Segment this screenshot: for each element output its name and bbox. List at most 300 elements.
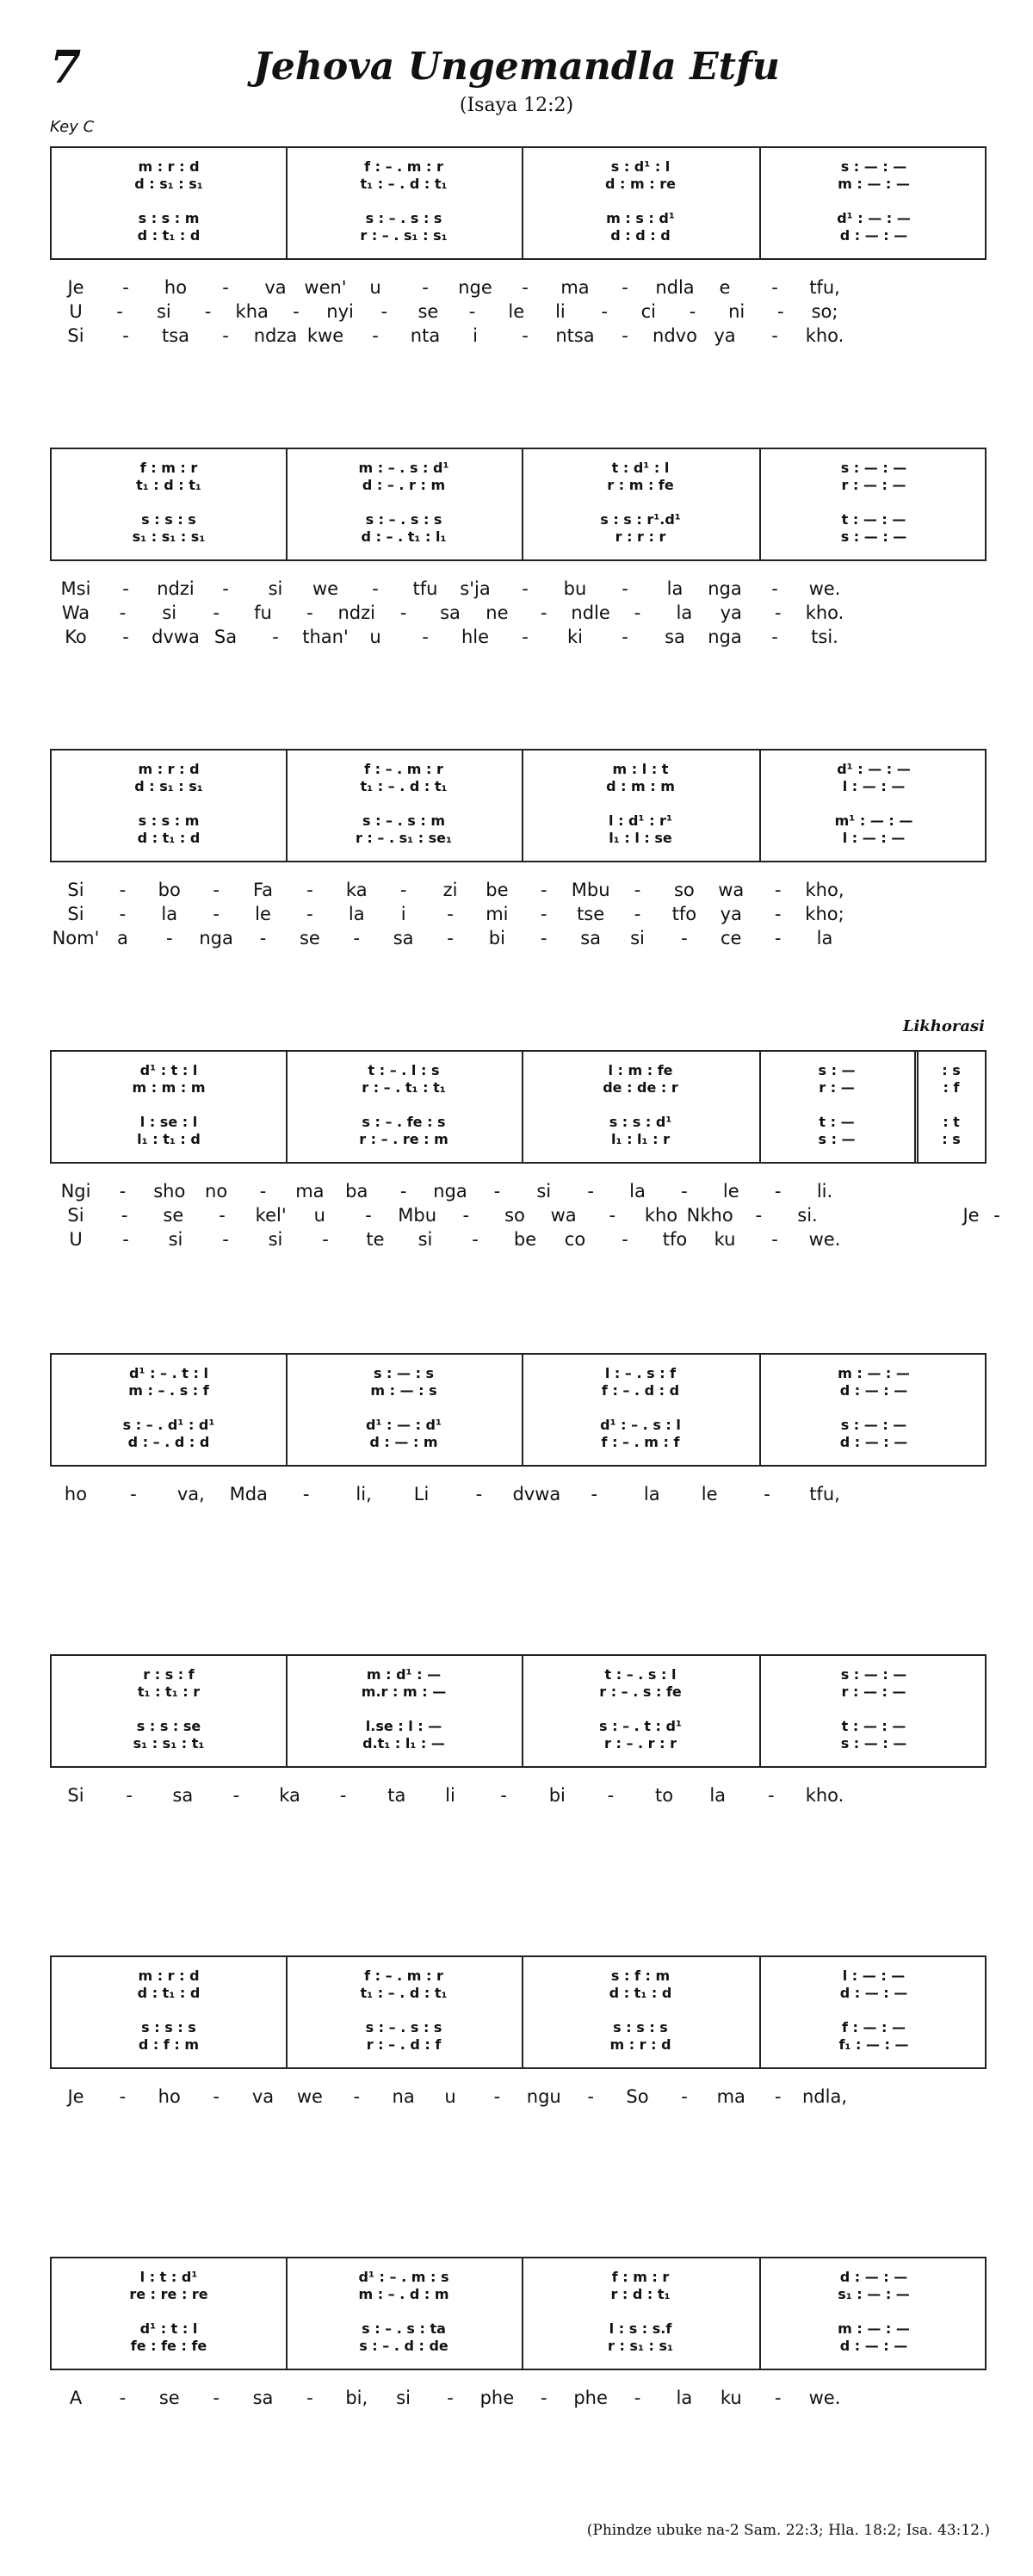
lyric-syllable: - [119, 904, 127, 924]
measure-notes: s : – . fe : s [362, 1114, 446, 1130]
measure-notes: f : – . d : d [601, 1382, 680, 1399]
lyric-syllable: Si [67, 1785, 84, 1806]
measure-notes: s : d¹ : l [610, 158, 671, 175]
measure-notes: m : m : m [132, 1079, 206, 1096]
lyric-syllable: ya [720, 602, 742, 623]
hymn-title: Jehova Ungemandla Etfu [253, 45, 780, 89]
measure-notes: m : — : — [838, 1365, 910, 1381]
voice-part-row [52, 1129, 985, 1150]
lyric-syllable: - [774, 1181, 782, 1202]
lyric-syllable: so [504, 1205, 525, 1226]
lyric-syllable: la [643, 1484, 660, 1504]
measure-notes: l : — : — [842, 778, 906, 794]
lyric-syllable: - [339, 1785, 347, 1806]
voice-part-row [52, 1983, 985, 2004]
music-system [50, 2257, 987, 2370]
lyrics-block [50, 1785, 987, 1809]
lyric-syllable: la [676, 602, 693, 623]
measure-notes: r : – . r : r [604, 1735, 677, 1751]
lyric-syllable: - [213, 904, 220, 924]
lyric-syllable: no [205, 1181, 228, 1202]
lyric-syllable: se [299, 928, 320, 948]
lyric-syllable: - [622, 578, 628, 599]
measure-notes: r : – . re : m [359, 1131, 448, 1147]
lyric-syllable: we. [808, 2388, 841, 2408]
measure-notes: l : t : d¹ [139, 2269, 198, 2285]
lyric-syllable: - [353, 2086, 361, 2107]
lyric-syllable: A [69, 2388, 83, 2408]
measure-notes: d¹ : – . t : l [129, 1365, 208, 1381]
lyric-syllable: sa [580, 928, 602, 948]
lyric-syllable: - [540, 904, 547, 924]
voice-part-row [52, 1733, 985, 1754]
lyric-syllable: ya [714, 325, 736, 346]
lyric-syllable: kho. [805, 1785, 844, 1806]
measure-notes: s : — [818, 1062, 856, 1078]
music-system [50, 1353, 987, 1467]
lyric-syllable: ho [164, 277, 188, 298]
measure-notes: r : s₁ : s₁ [607, 2338, 674, 2354]
lyric-line [50, 301, 987, 325]
lyric-syllable: sho [153, 1181, 186, 1202]
lyric-syllable: - [447, 928, 454, 948]
measure-notes: s₁ : s₁ : t₁ [133, 1735, 205, 1751]
lyric-syllable: nga [199, 928, 233, 948]
lyric-syllable: - [689, 301, 696, 322]
measure-notes: d : m : m [606, 778, 675, 794]
measure-notes: : f [943, 1079, 960, 1096]
lyric-syllable: kho. [805, 602, 844, 623]
lyric-syllable: ka [345, 880, 368, 900]
lyric-syllable: co [564, 1229, 586, 1250]
measure-notes: r : – . t₁ : t₁ [362, 1079, 446, 1096]
measure-notes: : s [942, 1131, 961, 1147]
lyric-syllable: se [418, 301, 439, 322]
measure-notes: r : — : — [841, 477, 906, 493]
lyric-syllable: ce [721, 928, 742, 948]
lyric-syllable: ma [295, 1181, 325, 1202]
lyric-syllable: ndzi [157, 578, 195, 599]
lyrics-block [50, 2388, 987, 2412]
lyric-syllable: si. [797, 1205, 818, 1226]
lyric-line [50, 1205, 1000, 1229]
lyric-syllable: - [126, 1785, 133, 1806]
lyric-syllable: - [522, 578, 529, 599]
lyric-line [50, 880, 987, 904]
lyric-syllable: ba [345, 1181, 368, 1202]
lyric-syllable: la [348, 904, 365, 924]
lyric-syllable: tfu, [809, 277, 840, 298]
lyric-line [50, 1229, 987, 1253]
voice-part-row [52, 1381, 985, 1401]
lyric-syllable: - [774, 904, 782, 924]
measure-notes: m : r : d [609, 2036, 671, 2053]
measure-notes: m.r : m : — [361, 1683, 447, 1700]
measure-notes: s₁ : s₁ : s₁ [132, 528, 206, 545]
measure-notes: d : f : m [138, 2036, 200, 2053]
measure-notes: t₁ : – . d : t₁ [360, 1985, 448, 2001]
lyric-syllable: Je [67, 277, 84, 298]
measure-notes: d : – . r : m [362, 477, 446, 493]
measure-notes: m : — : — [838, 176, 910, 192]
measure-notes: d : — : — [839, 2338, 908, 2354]
measure-notes: s : s : s [613, 2019, 668, 2035]
lyric-syllable: - [522, 627, 529, 647]
measure-notes: r : — [819, 1079, 855, 1096]
lyric-syllable: - [468, 301, 476, 322]
lyric-syllable: - [622, 277, 628, 298]
measure-notes: t : — : — [841, 511, 906, 528]
lyric-syllable: - [755, 1205, 763, 1226]
lyric-line [50, 1181, 987, 1205]
measure-notes: s : – . s : s [365, 511, 442, 528]
lyric-syllable: la [676, 2388, 693, 2408]
lyric-syllable: dvwa [512, 1484, 561, 1504]
lyric-syllable: - [777, 301, 784, 322]
lyric-syllable: ma [716, 2086, 745, 2107]
measure-notes: l : – . s : f [604, 1365, 677, 1381]
measure-notes: s : — [818, 1131, 856, 1147]
measure-notes: f : m : r [139, 460, 198, 476]
lyric-syllable: kho [644, 1205, 678, 1226]
voice-part-row [52, 475, 985, 496]
lyric-syllable: - [500, 1785, 507, 1806]
lyric-syllable: - [122, 277, 129, 298]
lyric-syllable: kel' [255, 1205, 287, 1226]
lyric-syllable: kho; [805, 904, 844, 924]
measure-notes: d : — : — [839, 1382, 908, 1399]
lyric-syllable: ci [640, 301, 656, 322]
voice-part-row [52, 828, 985, 849]
measure-notes: d : d : d [610, 227, 671, 244]
lyric-syllable: tse [577, 904, 605, 924]
lyric-syllable: si [268, 578, 283, 599]
lyrics-block [50, 1181, 1000, 1253]
measure-notes: s : s : d¹ [609, 1114, 672, 1130]
lyric-syllable: le [255, 904, 271, 924]
lyric-syllable: - [372, 578, 379, 599]
measure-notes: f : – . m : f [601, 1434, 680, 1450]
lyric-syllable: li, [356, 1484, 372, 1504]
lyric-syllable: - [422, 277, 429, 298]
chorus-label: Likhorasi [902, 1017, 985, 1035]
lyric-syllable: - [634, 904, 641, 924]
lyric-syllable: - [447, 904, 454, 924]
lyric-syllable: - [222, 578, 229, 599]
lyric-syllable: si [418, 1229, 433, 1250]
lyric-syllable: - [774, 602, 782, 623]
lyric-syllable: nga [708, 627, 742, 647]
lyric-syllable: - [771, 578, 778, 599]
lyric-syllable: Wa [61, 602, 90, 623]
measure-notes: l₁ : l : se [609, 830, 672, 846]
lyric-syllable: Ngi [60, 1181, 91, 1202]
lyric-syllable: zi [442, 880, 458, 900]
lyric-syllable: Fa [252, 880, 274, 900]
lyric-syllable: - [607, 1785, 615, 1806]
measure-notes: m : r : d [138, 761, 200, 777]
lyric-syllable: si [268, 1229, 283, 1250]
measure-notes: d : — : — [839, 227, 908, 244]
measure-notes: d : t₁ : d [137, 227, 201, 244]
music-system [50, 146, 987, 260]
lyric-syllable: te [366, 1229, 385, 1250]
lyric-syllable: dvwa [152, 627, 200, 647]
lyric-syllable: - [213, 2388, 220, 2408]
footnote: (Phindze ubuke na-2 Sam. 22:3; Hla. 18:2; Isa. 43:12.) [586, 2522, 990, 2539]
measure-notes: r : – . s₁ : s₁ [360, 227, 448, 244]
lyric-syllable: - [322, 1229, 329, 1250]
lyric-syllable: be [513, 1229, 537, 1250]
measure-notes: d : m : re [605, 176, 676, 192]
lyric-syllable: tfu [412, 578, 438, 599]
measure-notes: r : – . s₁ : se₁ [355, 830, 453, 846]
lyric-syllable: la [666, 578, 684, 599]
lyric-syllable: - [306, 602, 313, 623]
measure-notes: d : t₁ : d [137, 1985, 201, 2001]
lyric-syllable: - [493, 2086, 501, 2107]
lyric-syllable: nyi [326, 301, 354, 322]
measure-notes: r : – . s : fe [599, 1683, 682, 1700]
lyric-syllable: ya [720, 904, 742, 924]
lyric-syllable: u [313, 1205, 325, 1226]
lyric-syllable: sa [172, 1785, 194, 1806]
measure-notes: s : — : — [840, 1735, 907, 1751]
lyric-syllable: si [162, 602, 177, 623]
lyric-syllable: si [630, 928, 645, 948]
lyric-syllable: - [540, 602, 547, 623]
lyric-syllable: nga [708, 578, 742, 599]
lyric-syllable: - [634, 880, 641, 900]
measure-notes: d : s₁ : s₁ [134, 778, 203, 794]
lyrics-block [50, 1484, 987, 1508]
measure-notes: r : – . d : f [366, 2036, 442, 2053]
lyric-syllable: ni [728, 301, 745, 322]
lyric-syllable: na [392, 2086, 415, 2107]
lyric-syllable: we. [808, 578, 841, 599]
measure-notes: d : t₁ : d [137, 830, 201, 846]
voice-part-row [52, 776, 985, 797]
lyric-syllable: le [701, 1484, 718, 1504]
lyric-syllable: - [591, 1484, 598, 1504]
measure-notes: l.se : l : — [365, 1718, 442, 1734]
lyric-syllable: Si [67, 1205, 84, 1226]
measure-notes: t : — : — [841, 1718, 906, 1734]
measure-notes: d¹ : — : d¹ [366, 1417, 442, 1433]
lyric-syllable: - [540, 928, 547, 948]
measure-notes: s : s : s [141, 2019, 196, 2035]
lyric-syllable: le [722, 1181, 739, 1202]
lyric-syllable: - [774, 880, 782, 900]
lyric-syllable: - [399, 880, 407, 900]
measure-notes: d : – . d : d [127, 1434, 210, 1450]
measure-notes: d : — : m [369, 1434, 438, 1450]
lyric-syllable: Si [67, 904, 84, 924]
lyric-syllable: si [156, 301, 171, 322]
measure-notes: t : – . s : l [604, 1666, 677, 1683]
lyric-syllable: - [232, 1785, 240, 1806]
lyric-syllable: bu [563, 578, 587, 599]
measure-notes: s : – . d : de [359, 2338, 448, 2354]
measure-notes: d : — : — [839, 1434, 908, 1450]
lyric-syllable: to [655, 1785, 674, 1806]
lyric-syllable: - [622, 1229, 628, 1250]
lyric-syllable: - [681, 928, 688, 948]
measure-notes: d¹ : – . m : s [358, 2269, 449, 2285]
lyric-syllable: sa [252, 2388, 274, 2408]
lyric-syllable: Li [413, 1484, 430, 1504]
lyric-syllable: ho [64, 1484, 88, 1504]
lyric-syllable: - [634, 602, 641, 623]
lyric-syllable: si [168, 1229, 183, 1250]
measure-notes: f : – . m : r [364, 158, 443, 175]
lyric-syllable: - [306, 2388, 313, 2408]
lyric-syllable: hle [461, 627, 490, 647]
lyric-line [50, 578, 987, 602]
measure-notes: d : — : — [839, 2269, 908, 2285]
lyric-syllable: la [816, 928, 833, 948]
lyric-syllable: - [306, 880, 313, 900]
lyric-syllable: a [116, 928, 128, 948]
lyric-syllable: - [462, 1205, 470, 1226]
lyric-syllable: tfu, [809, 1484, 840, 1504]
lyric-syllable: ndla, [801, 2086, 848, 2107]
lyric-syllable: - [771, 1229, 778, 1250]
lyric-syllable: ne [486, 602, 509, 623]
lyric-syllable: Nkho [686, 1205, 733, 1226]
lyric-syllable: wa [718, 880, 745, 900]
lyric-syllable: li [445, 1785, 455, 1806]
measure-notes: : s [942, 1062, 961, 1078]
lyric-line [50, 602, 987, 627]
lyric-syllable: Je [67, 2086, 84, 2107]
lyric-line [50, 2388, 987, 2412]
lyric-syllable: - [222, 1229, 229, 1250]
lyric-syllable: kwe [306, 325, 344, 346]
lyric-syllable: li [555, 301, 566, 322]
measure-notes: s : – . s : m [362, 812, 445, 829]
lyric-syllable: - [587, 1181, 594, 1202]
lyric-syllable: sa [665, 627, 685, 647]
lyric-syllable: - [422, 627, 429, 647]
measure-notes: m : – . s : d¹ [358, 460, 449, 476]
measure-notes: l : — : — [842, 1968, 906, 1984]
lyric-syllable: Nom' [52, 928, 100, 948]
lyric-syllable: se [158, 2388, 180, 2408]
measure-notes: f : – . m : r [364, 1968, 443, 1984]
lyric-syllable: - [993, 1205, 1000, 1226]
measure-notes: s : s : m [138, 812, 200, 829]
measure-notes: s : f : m [610, 1968, 671, 1984]
lyric-syllable: - [622, 325, 628, 346]
lyric-syllable: u [444, 2086, 456, 2107]
lyric-syllable: ku [714, 1229, 736, 1250]
lyric-syllable: tfo [662, 1229, 688, 1250]
measure-notes: t : – . l : s [368, 1062, 440, 1078]
lyric-syllable: we. [808, 1229, 841, 1250]
lyric-syllable: kha [235, 301, 269, 322]
lyric-syllable: mi [486, 904, 509, 924]
lyric-syllable: kho, [805, 880, 844, 900]
lyric-syllable: Mda [229, 1484, 268, 1504]
measure-notes: s : s : r¹.d¹ [600, 511, 681, 528]
measure-notes: d : — : — [839, 1985, 908, 2001]
lyric-syllable: ndzi [337, 602, 375, 623]
measure-notes: l₁ : t₁ : d [137, 1131, 201, 1147]
measure-notes: l₁ : l₁ : r [611, 1131, 670, 1147]
measure-notes: m : d¹ : — [366, 1666, 442, 1683]
measure-notes: l : d¹ : r¹ [609, 812, 672, 829]
voice-part-row [52, 2336, 985, 2357]
measure-notes: s : — : — [840, 1417, 907, 1433]
lyric-syllable: - [601, 301, 608, 322]
lyric-syllable: li. [816, 1181, 833, 1202]
lyric-syllable: - [493, 1181, 501, 1202]
lyric-syllable: - [119, 880, 127, 900]
voice-part-row [52, 1078, 985, 1098]
measure-notes: m : l : t [612, 761, 669, 777]
lyric-syllable: - [768, 1785, 775, 1806]
lyric-syllable: bi [548, 1785, 566, 1806]
voice-part-row [52, 1432, 985, 1453]
measure-notes: s : — : s [373, 1365, 435, 1381]
hymn-number: 7 [50, 41, 82, 94]
lyric-syllable: - [540, 2388, 547, 2408]
lyric-syllable: - [380, 301, 388, 322]
lyric-syllable: ki [567, 627, 583, 647]
lyric-syllable: si [536, 1181, 552, 1202]
lyric-syllable: ma [560, 277, 590, 298]
lyric-syllable: - [609, 1205, 616, 1226]
lyric-syllable: - [213, 602, 220, 623]
lyric-syllable: - [116, 301, 123, 322]
lyric-syllable: Sa [213, 627, 238, 647]
lyric-syllable: - [122, 325, 129, 346]
measure-notes: r : r : r [615, 528, 666, 545]
key-signature: Key C [50, 118, 95, 136]
lyric-syllable: - [119, 602, 127, 623]
lyric-line [50, 904, 987, 928]
measure-notes: de : de : r [603, 1079, 678, 1096]
lyric-line [50, 627, 987, 651]
measure-notes: m : — : s [370, 1382, 437, 1399]
lyric-syllable: se [163, 1205, 184, 1226]
measure-notes: f₁ : — : — [838, 2036, 909, 2053]
lyric-syllable: - [771, 325, 778, 346]
lyric-syllable: ta [387, 1785, 406, 1806]
measure-notes: d : – . t₁ : l₁ [361, 528, 447, 545]
lyric-syllable: - [122, 627, 129, 647]
lyric-syllable: ndza [253, 325, 298, 346]
lyrics-block [50, 2086, 987, 2110]
lyric-line [50, 1484, 987, 1508]
lyric-syllable: Mbu [571, 880, 610, 900]
lyric-syllable: bi, [345, 2388, 368, 2408]
lyric-syllable: - [122, 1229, 129, 1250]
measure-notes: fe : fe : fe [130, 2338, 207, 2354]
measure-notes: d¹ : t : l [139, 2320, 198, 2337]
lyric-syllable: - [213, 2086, 220, 2107]
measure-notes: : t [943, 1114, 960, 1130]
measure-notes: s : s : m [138, 210, 200, 226]
lyric-syllable: sa [440, 602, 461, 623]
lyric-syllable: i [400, 904, 406, 924]
lyric-syllable: - [165, 928, 173, 948]
measure-notes: s : — : — [840, 1666, 907, 1683]
voice-part-row [52, 1682, 985, 1702]
measure-notes: t : d¹ : l [611, 460, 670, 476]
measure-notes: t : — [819, 1114, 855, 1130]
